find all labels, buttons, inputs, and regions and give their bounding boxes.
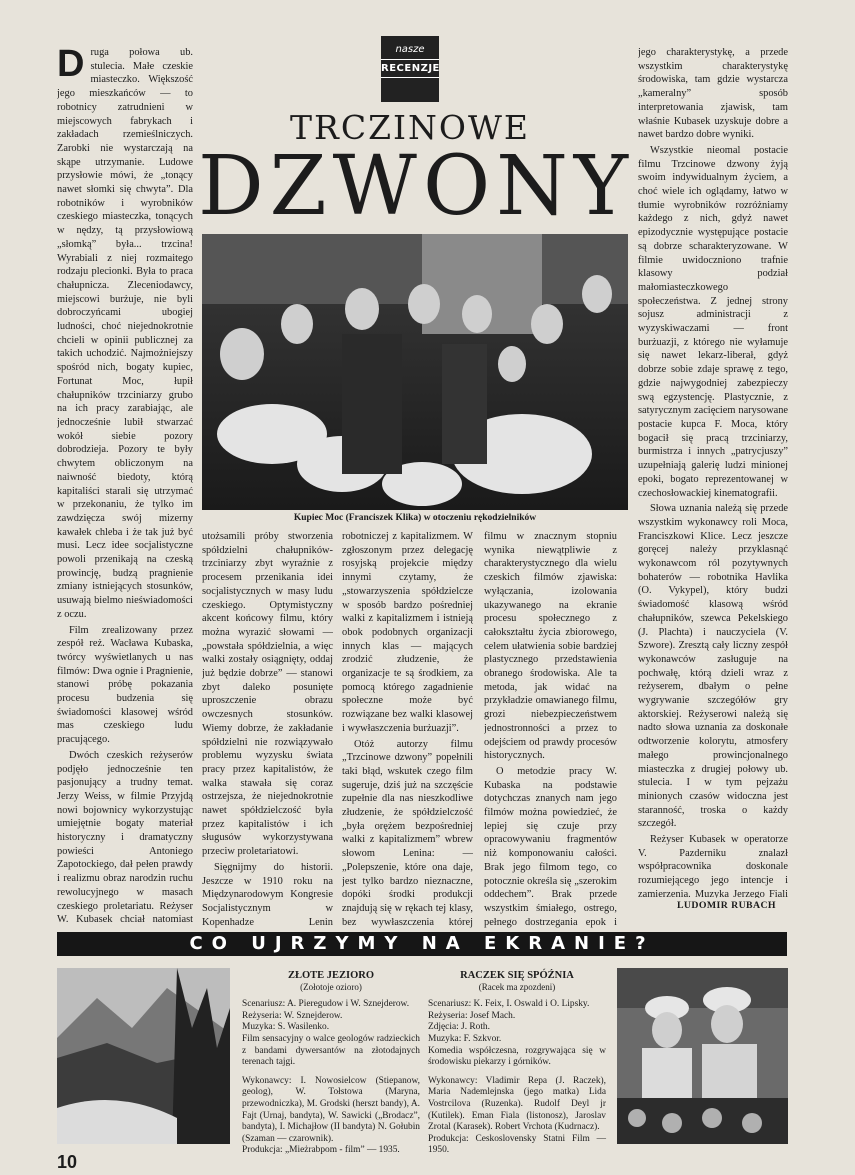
author-signature: LUDOMIR RUBACH	[677, 900, 776, 911]
article-paragraph: jego charakterystykę, a przede wszystkim charakterystykę środowiska, tam gdzie wystarcza „kameralny” sposób interpretowania zjawisk, tam właśnie Kubasek uzyskuje dobre a nawet bardzo dobre wyniki.	[638, 47, 788, 141]
article-paragraph: utożsamili próby stworzenia spółdzielni chałupników-trzciniarzy zbyt wyraźnie z procesem przenikania idei socjalistycznych w masy ludu czeskiego. Optymistyczny akcent końcowy filmu, który można wyrazić słowami — „powstała spółdzielnia, a więc walki zostały osiągnięty, oddaj już będzie dobrze” — stanowi zbyt daleko posunięte uproszczenie obrazu owczesnych stosunków. Wiemy dobrze, że zakładanie spółdzielni nie rozwiązywało problemu wyzysku świata pracy przez kapitalistów, że walka stawała się coraz ostrzejsza, że niejednokrotnie nawet spółdzielczość była przez kapitalistów i ich sługusów wykorzystywana przeciw proletariatowi.	[202, 531, 333, 858]
film-credit: Scenariusz: A. Pieregudow i W. Sznejderow.	[242, 999, 410, 1010]
article-paragraph: robotniczej z kapitalizmem. W zgłoszonym przez delegację rosyjską projekcie między innymi czytamy, że „stowarzyszenia spółdzielcze w sposób bardzo pośredniej walki z kapitalizmem i istnieją obok podobnych organizacji innych klas — mających zrodzić złudzenie, że organizacje te są środkiem, za pomocą którego zagadnienie społeczne może być rozwiązane bez walki klasowej i wywłaszczenia burżuazji”.	[342, 531, 473, 734]
drop-cap: D	[57, 46, 85, 85]
article-paragraph: Reżyser Kubasek w operatorze V. Pazderniku znalazł współpracownika doskonale rozumiejącego jego intencje i zamierzenia. Muzyka Jerzego Fiali	[638, 834, 788, 898]
badge-line2: RECENZJE	[381, 59, 439, 78]
page-number: 10	[57, 1152, 78, 1172]
reviews-badge	[381, 36, 439, 102]
article-paragraph: Film zrealizowany przez zespół reż. Wacława Kubaska, twórcy wyświetlanych u nas filmów: Dwa ognie i Pragnienie, stanowi próbę pokazania procesu budzenia się świadomości klasowej wśród mas czeskiego ludu pracującego.	[57, 624, 193, 746]
film-credit: Muzyka: S. Wasilenko.	[242, 1022, 330, 1033]
title-top: TRCZINOWE	[289, 108, 530, 147]
film-production: Produkcja: Ceskoslovensky Statni Film — 1950.	[428, 1133, 606, 1156]
film-still-photo	[202, 234, 628, 510]
film-description: Komedia współczesna, rozgrywająca się w środowisku piekarzy i górników.	[428, 1045, 606, 1068]
film-production: Produkcja: „Mieżrabpom - film” — 1935.	[242, 1145, 400, 1156]
film-credit: Reżyseria: Josef Mach.	[428, 1010, 516, 1021]
film-credit: Scenariusz: K. Feix, I. Oswald i O. Lipsky.	[428, 999, 590, 1010]
article-column-1	[57, 46, 193, 926]
banner-title: CO UJRZYMY NA EKRANIE?	[189, 933, 655, 954]
film-listing-raczek	[428, 970, 606, 1157]
film-credit: Reżyseria: W. Sznejderow.	[242, 1010, 343, 1021]
article-column-2	[202, 530, 333, 928]
article-paragraph: Druga połowa ub. stulecia. Małe czeskie miasteczko. Większość jego mieszkańców — to robotnicy zatrudnieni w miejscowych fabrykach i zakładach rzemieślniczych. Zarobki nie wystarczają na skąpe utrzymanie. Ludowe przysłowie mówi, że „tonący nawet słomki się chwyta”. Dla robotników i wyrobników czeskiego miasteczka, tonących w nędzy, tą przysłowiową „słomką” była... trzcina! Wyrabiali z niej rozmaitego rodzaju plecionki. Była to praca chałupnicza. Zleceniodawcy, miejscowi burżuje, nie byli dobroczyńcami ubogiej ludności, choć niejednokrotnie chcieli w opinii publicznej za takich uchodzić. Najmożniejszy spośród nich, bogaty kupiec, Fortunat Moc, łupił chałupników trzciniarzy grubo na ich pracy zarabiając, ale jednocześnie lubił stwarzać wokół siebie pozory dobrodzieja. Pozory te były chwytem obliczonym na naiwność biedoty, którą kapitaliści starali się utrzymać w przekonaniu, że tylko im zawdzięcza swój mizerny kawałek chleba i że tak już być musi. Lecz idee socjalistyczne powoli przenikają na czeską prowincję, budzą pragnienie zmiany istniejących stosunków, usuwają bielmo nieświadomości z oczu.	[57, 46, 193, 620]
bakers-still	[617, 968, 788, 1144]
article-paragraph: Sięgnijmy do historii. Jeszcze w 1910 roku na Międzynarodowym Kongresie Socjalistycznym w Kopenhadze Lenin	[202, 861, 333, 928]
page-title: DZWONY	[197, 139, 635, 234]
film-listing-zlote-jezioro	[242, 970, 420, 1157]
section-banner	[57, 932, 787, 956]
film-credit: Muzyka: F. Szkvor.	[428, 1033, 502, 1044]
article-column-5	[638, 46, 788, 898]
film-credit: Zdjęcia: J. Roth.	[428, 1022, 490, 1033]
film-title: RACZEK SIĘ SPÓŹNIA	[460, 970, 574, 981]
film-description: Film sensacyjny o walce geologów radzieckich z bandami dywersantów na złotodajnych terenach tajgi.	[242, 1033, 420, 1068]
photo-caption: Kupiec Moc (Franciszek Klika) w otoczeniu rękodzielników	[293, 513, 537, 523]
article-paragraph: Wszystkie nieomal postacie filmu Trzcinowe dzwony żyją swoim indywidualnym życiem, a choć wiele ich oglądamy, łatwo w tłumie wyrobników rozróżniamy każdego z nich, gdyż nawet epizodycznie występujące postacie są dobrze scharakteryzowane. W filmie uwidoczniono trafnie klasowy podział małomiasteczkowego społeczeństwa. Z jednej strony sojusz administracji z wyzyskiwaczami — front burżuazji, z którego nie wyłamuje się nawet lekarz-liberał, gdyż dobrze sobie zdaje sprawę z tego, gdzie najwygodniej zabezpieczy swą egzystencję. Plastycznie, z satyrycznym zacięciem narysowane postacie kupca F. Moca, który bogacił się pracą trzciniarzy, burmistrza i innych „patrycjuszy” uzupełniają galerię ludzi minionej epoki, bogato reprezentowanej w czechosłowackiej kinematografii.	[638, 144, 788, 499]
film-cast: Wykonawcy: Vladimir Repa (J. Raczek), Maria Nademlejnska (jego matka) Lida Vostrcilova (Ruzenka). Rudolf Deyl jr (Kutilek). Eman Fiala (listonosz), Jaroslav Zrotal (Karasek). Robert Vrchota (Kudrnacz).	[428, 1075, 606, 1133]
article-paragraph: Słowa uznania należą się przede wszystkim wykonawcy roli Moca, Franciszkowi Klice. Lecz jeszcze goręcej należy przyklasnąć wykonawcom ról pozytywnych bohaterów — robotnika Havlika (O. Vykypel), który budzi świadomość klasową wśród chałupników, szewca Pekelskiego (J. Plachta) i nauczyciela (V. Szwore). Zresztą cały liczny zespół wykonawców zasługuje na pochwałę, którą dzieli wraz z reżyserem, dbałym o pełne wygrywanie szczegółów gry aktorskiej. Reżyserowi należą się nadto słowa uznania za doskonałe odtworzenie kolorytu, atmosfery małego prowincjonalnego miasteczka z drugiej połowy ub. stulecia. I w tym pejzażu minionych czasów widoczna jest staranność, troska o każdy szczegół.	[638, 503, 788, 830]
film-original-title: (Zołotoje ozioro)	[300, 981, 362, 992]
landscape-still	[57, 968, 230, 1144]
film-title: ZŁOTE JEZIORO	[287, 970, 375, 981]
film-original-title: (Racek ma zpozdeni)	[478, 981, 556, 992]
article-paragraph: Dwóch czeskich reżyserów podjęło jednocześnie ten pasjonujący a trudny temat. Jerzy Weiss, w filmie Przyjdą nowi bojownicy wykorzystując umiejętnie bogaty materiał historyczny i dramatyczny powieści Antoniego Zapotockiego, dał pełen prawdy i realizmu obraz narodzin ruchu rewolucyjnego w masach czeskiego proletariatu. Reżyser W. Kubasek chciał natomiast	[57, 749, 193, 926]
badge-line1: nasze	[395, 44, 425, 55]
film-cast: Wykonawcy: I. Nowosielcow (Stiepanow, geolog), W. Tołstowa (Maryna, przewodniczka), M. Grodski (herszt bandy), A. Fajt (Urnaj, bandyta), W. Sawicki („Brodacz”, bandyta), I. Michajłow (II bandyta) N. Gołubin (Szaman — czarownik).	[242, 1075, 420, 1144]
article-paragraph: Otóż autorzy filmu „Trzcinowe dzwony” popełnili taki błąd, wskutek czego film sugeruje, dziś już na szczęście zupełnie dla nas nieszkodliwe złudzenie, że spółdzielczość „była orężem bezpośredniej walki z kapitalizmem” wbrew słowom Lenina: — „Polepszenie, które ona daje, jest tylko bardzo nieznaczne, dopóki środki produkcji znajdują się w rękach tej klasy, bez wywłaszczenia której	[342, 738, 473, 928]
article-paragraph: O metodzie pracy W. Kubaska na podstawie dotychczas znanych nam jego filmów można powiedzieć, że lepiej się czuje przy opracowywaniu fragmentów niż komponowaniu całości. Brak jego filmom tego, co potocznie określa się „szerokim oddechem”. Brak przede wszystkim śmiałego, ostrego, pełnego dostrzegania epok i	[484, 765, 617, 928]
article-column-4	[484, 530, 617, 928]
article-column-3	[342, 530, 473, 928]
article-paragraph: filmu w znacznym stopniu wynika niewątpliwie z charakterystycznego dla wielu czeskich filmów zjawiska: wyłączania, izolowania ukazywanego na ekranie procesu społecznego z całokształtu życia zbiorowego, celem ułatwienia sobie bardziej plastycznego przedstawienia obranego środowiska. Ale ta metoda, jak widać na przykładzie omawianego filmu, grozi niebezpieczeństwem jednostronności a przez to odejściem od prawdy procesów historycznych.	[484, 531, 617, 762]
